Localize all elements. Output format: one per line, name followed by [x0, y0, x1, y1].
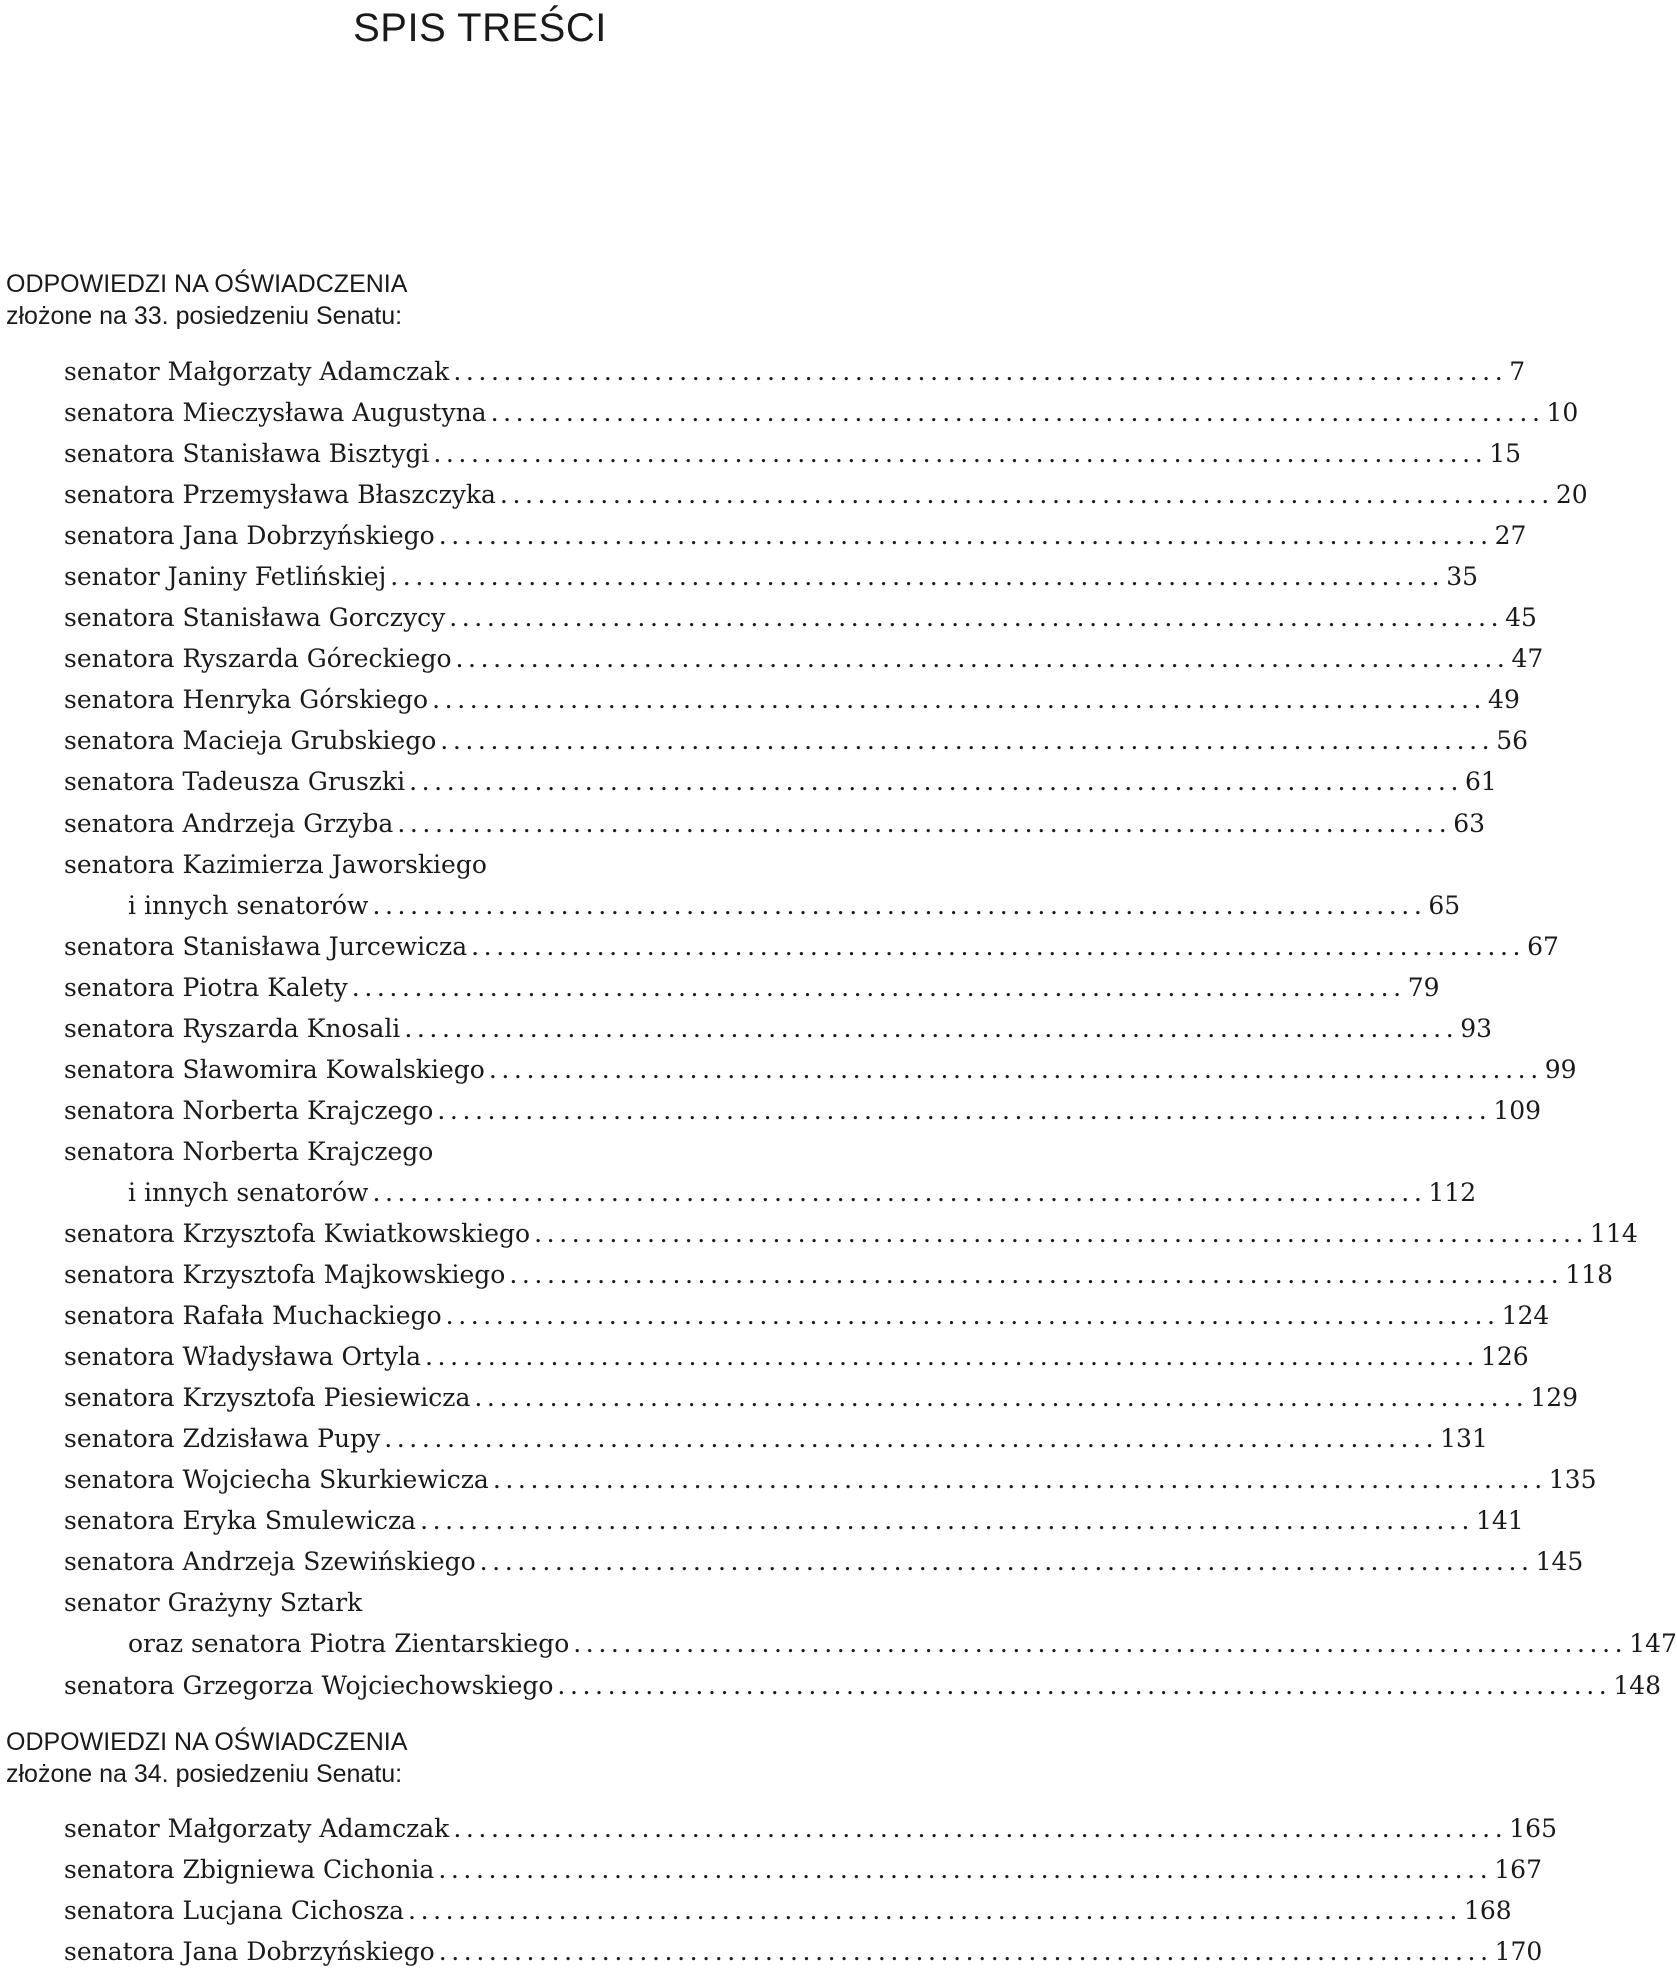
dot-leader: .................................................................................... [534, 1219, 1589, 1248]
toc-entry[interactable] [64, 433, 1522, 474]
toc-entry[interactable] [64, 803, 1486, 844]
toc-entry-label: senatora Stanisława Jurcewicza [64, 931, 468, 961]
toc-entry-page-number: 56 [1496, 726, 1529, 756]
toc-entry-label: senatora Stanisława Gorczycy [64, 603, 446, 633]
toc-entry-page-number: 99 [1544, 1054, 1577, 1084]
toc-entry-label: senatora Zdzisława Pupy [64, 1424, 381, 1454]
toc-entry-page-number: 147 [1629, 1629, 1677, 1659]
toc-entry-page-number: 118 [1565, 1260, 1613, 1290]
toc-entry-label: senator Janiny Fetlińskiej [64, 562, 387, 592]
toc-entry-page-number: 93 [1460, 1013, 1493, 1043]
toc-entry-page-number: 79 [1407, 972, 1440, 1002]
toc-entry-label: senatora Zbigniewa Cichonia [64, 1855, 435, 1885]
toc-entry[interactable] [64, 1459, 1597, 1500]
dot-leader: .................................................................................... [408, 1896, 1462, 1926]
toc-entry-label: senator Grażyny Sztark [64, 1588, 363, 1618]
toc-entry-label: senatora Sławomira Kowalskiego [64, 1054, 485, 1084]
toc-entry-label: senatora Jana Dobrzyńskiego [64, 521, 435, 551]
dot-leader: .................................................................................... [479, 1547, 1534, 1577]
toc-entry[interactable] [64, 1377, 1579, 1418]
toc-entry-page-number: 112 [1428, 1177, 1477, 1207]
toc-entry-label: senatora Krzysztofa Piesiewicza [64, 1383, 471, 1413]
toc-entry[interactable] [64, 720, 1529, 761]
toc-entry-page-number: 170 [1494, 1937, 1543, 1967]
dot-leader: .................................................................................... [437, 1095, 1492, 1125]
toc-entry-label: senatora Eryka Smulewicza [64, 1506, 417, 1536]
toc-entry-page-number: 126 [1480, 1342, 1529, 1372]
toc-entry-label: senatora Norberta Krajczego [64, 1136, 434, 1166]
dot-leader: .................................................................................... [404, 1013, 1459, 1043]
toc-entry-continuation-row[interactable] [64, 885, 1461, 926]
dot-leader: .................................................................................... [438, 521, 1493, 551]
toc-entry-page-number: 61 [1465, 767, 1497, 797]
dot-leader: .................................................................................... [438, 1937, 1493, 1967]
toc-entry[interactable] [64, 967, 1440, 1008]
toc-entry[interactable] [64, 638, 1544, 679]
dot-leader: .................................................................................... [420, 1506, 1474, 1536]
toc-entry-label: senatora Krzysztofa Kwiatkowskiego [64, 1219, 531, 1248]
toc-entry-label: senatora Władysława Ortyla [64, 1342, 421, 1372]
toc-entry[interactable] [64, 1418, 1488, 1459]
toc-entry-page-number: 47 [1511, 644, 1544, 674]
toc-entry-page-number: 167 [1494, 1855, 1542, 1885]
dot-leader: .................................................................................... [438, 1855, 1493, 1885]
dot-leader: .................................................................................... [384, 1424, 1439, 1454]
toc-entry-label: senatora Tadeusza Gruszki [64, 767, 406, 797]
toc-entry-label: senatora Krzysztofa Majkowskiego [64, 1260, 506, 1290]
dot-leader: .................................................................................... [372, 1177, 1427, 1207]
toc-entry[interactable] [64, 1008, 1493, 1049]
dot-leader: .................................................................................... [499, 480, 1554, 510]
dot-leader: .................................................................................... [351, 972, 1406, 1002]
dot-leader: .................................................................................... [397, 808, 1452, 838]
toc-entry[interactable] [64, 1582, 956, 1623]
toc-entry-label: senatora Jana Dobrzyńskiego [64, 1937, 435, 1967]
toc-entry-page-number: 124 [1501, 1301, 1550, 1331]
dot-leader: .................................................................................... [453, 357, 1508, 387]
toc-entry[interactable] [64, 515, 1527, 556]
toc-entry-page-number: 45 [1505, 603, 1537, 633]
toc-entry-page-number: 129 [1530, 1383, 1579, 1413]
dot-leader: .................................................................................... [488, 1054, 1543, 1084]
toc-entry[interactable] [64, 1213, 1638, 1254]
toc-entry-page-number: 10 [1546, 398, 1579, 428]
section-heading-line1: ODPOWIEDZI NA OŚWIADCZENIA [6, 270, 408, 298]
toc-entry-page-number: 67 [1527, 931, 1559, 961]
toc-entry-label: senatora Macieja Grubskiego [64, 726, 437, 756]
toc-entry[interactable] [64, 1336, 1529, 1377]
toc-entry-page-number: 7 [1509, 357, 1526, 387]
toc-entry-page-number: 109 [1493, 1095, 1542, 1125]
toc-entry-page-number: 141 [1476, 1506, 1524, 1536]
toc-entry-page-number: 15 [1489, 439, 1522, 469]
toc-entry[interactable] [64, 1131, 956, 1172]
toc-entry-continuation: i innych senatorów [128, 890, 369, 920]
dot-leader: .................................................................................... [424, 1342, 1479, 1372]
toc-entry[interactable] [64, 1931, 1543, 1972]
toc-entry-page-number: 131 [1440, 1424, 1488, 1454]
toc-entry[interactable] [64, 351, 1526, 392]
toc-entry-page-number: 114 [1590, 1219, 1638, 1248]
toc-entry-label: senatora Przemysława Błaszczyka [64, 480, 496, 510]
toc-entry-continuation: oraz senatora Piotra Zientarskiego [128, 1629, 570, 1659]
toc-entry[interactable] [64, 1890, 1512, 1931]
toc-entry-label: senatora Kazimierza Jaworskiego [64, 849, 487, 879]
toc-entry-page-number: 145 [1535, 1547, 1584, 1577]
toc-entry-label: senator Małgorzaty Adamczak [64, 357, 450, 387]
toc-entry[interactable] [64, 1049, 1577, 1090]
toc-entry-page-number: 35 [1446, 562, 1479, 592]
toc-entry-label: senatora Mieczysława Augustyna [64, 398, 487, 428]
toc-entry[interactable] [64, 761, 1497, 802]
toc-entry[interactable] [64, 1500, 1524, 1541]
toc-entry[interactable] [64, 392, 1579, 433]
toc-entry-label: senatora Andrzeja Grzyba [64, 808, 394, 838]
toc-entry-continuation-row[interactable] [64, 1623, 1677, 1664]
toc-entry-continuation-row[interactable] [64, 1172, 1477, 1213]
toc-entry[interactable] [64, 1254, 1613, 1295]
toc-entry[interactable] [64, 1849, 1542, 1890]
section-heading-33 [6, 268, 407, 332]
toc-entry[interactable] [64, 556, 1479, 597]
toc-entry-page-number: 27 [1494, 521, 1527, 551]
toc-entry-label: senatora Stanisława Bisztygi [64, 439, 430, 469]
toc-entry-label: senatora Andrzeja Szewińskiego [64, 1547, 476, 1577]
toc-entry-page-number: 135 [1548, 1465, 1597, 1495]
toc-entry-label: senatora Rafała Muchackiego [64, 1301, 442, 1331]
page-title: SPIS TREŚCI [353, 6, 607, 50]
toc-entry[interactable] [64, 1541, 1584, 1582]
toc-entry-label: senatora Henryka Górskiego [64, 685, 429, 715]
toc-entry[interactable] [64, 1295, 1550, 1336]
toc-entry[interactable] [64, 926, 1559, 967]
toc-entry-page-number: 148 [1613, 1670, 1662, 1700]
dot-leader: .................................................................................... [453, 1814, 1508, 1844]
dot-leader: .................................................................................... [573, 1629, 1628, 1659]
dot-leader: .................................................................................... [409, 767, 1464, 797]
toc-entry[interactable] [64, 597, 1537, 638]
dot-leader: .................................................................................... [440, 726, 1495, 756]
toc-entry-page-number: 165 [1509, 1814, 1557, 1844]
toc-entry-label: senatora Grzegorza Wojciechowskiego [64, 1670, 554, 1700]
toc-entry-label: senatora Piotra Kalety [64, 972, 348, 1002]
toc-entry-page-number: 65 [1428, 890, 1461, 920]
dot-leader: .................................................................................... [455, 644, 1510, 674]
toc-entry[interactable] [64, 679, 1520, 720]
toc-entry-page-number: 49 [1488, 685, 1520, 715]
section-heading-line2: złożone na 34. posiedzeniu Senatu: [6, 1760, 403, 1788]
dot-leader: .................................................................................... [474, 1383, 1529, 1413]
dot-leader: .................................................................................... [557, 1670, 1612, 1700]
dot-leader: .................................................................................... [490, 398, 1545, 428]
toc-entry-label: senator Małgorzaty Adamczak [64, 1814, 450, 1844]
toc-entry-page-number: 20 [1555, 480, 1588, 510]
toc-entry-label: senatora Lucjana Cichosza [64, 1896, 405, 1926]
dot-leader: .................................................................................... [372, 890, 1427, 920]
section-heading-line1: ODPOWIEDZI NA OŚWIADCZENIA [6, 1728, 408, 1756]
toc-entry[interactable] [64, 1808, 1557, 1849]
dot-leader: .................................................................................... [492, 1465, 1547, 1495]
toc-entry-label: senatora Norberta Krajczego [64, 1095, 434, 1125]
dot-leader: .................................................................................... [471, 931, 1526, 961]
toc-entry[interactable] [64, 844, 956, 885]
toc-entry[interactable] [64, 474, 1588, 515]
toc-entry-label: senatora Wojciecha Skurkiewicza [64, 1465, 489, 1495]
toc-entry-continuation: i innych senatorów [128, 1177, 369, 1207]
toc-list-34 [64, 1808, 1557, 1972]
dot-leader: .................................................................................... [432, 685, 1487, 715]
toc-entry[interactable] [64, 1665, 1662, 1706]
toc-entry-page-number: 63 [1453, 808, 1486, 838]
dot-leader: .................................................................................... [449, 603, 1504, 633]
toc-entry[interactable] [64, 1090, 1542, 1131]
dot-leader: .................................................................................... [509, 1260, 1564, 1290]
section-heading-line2: złożone na 33. posiedzeniu Senatu: [6, 302, 403, 330]
dot-leader: .................................................................................... [390, 562, 1445, 592]
section-heading-34 [6, 1726, 407, 1790]
toc-entry-label: senatora Ryszarda Góreckiego [64, 644, 452, 674]
toc-entry-page-number: 168 [1463, 1896, 1512, 1926]
dot-leader: .................................................................................... [445, 1301, 1500, 1331]
toc-entry-label: senatora Ryszarda Knosali [64, 1013, 401, 1043]
toc-list-33 [64, 351, 1677, 1706]
dot-leader: .................................................................................... [433, 439, 1488, 469]
